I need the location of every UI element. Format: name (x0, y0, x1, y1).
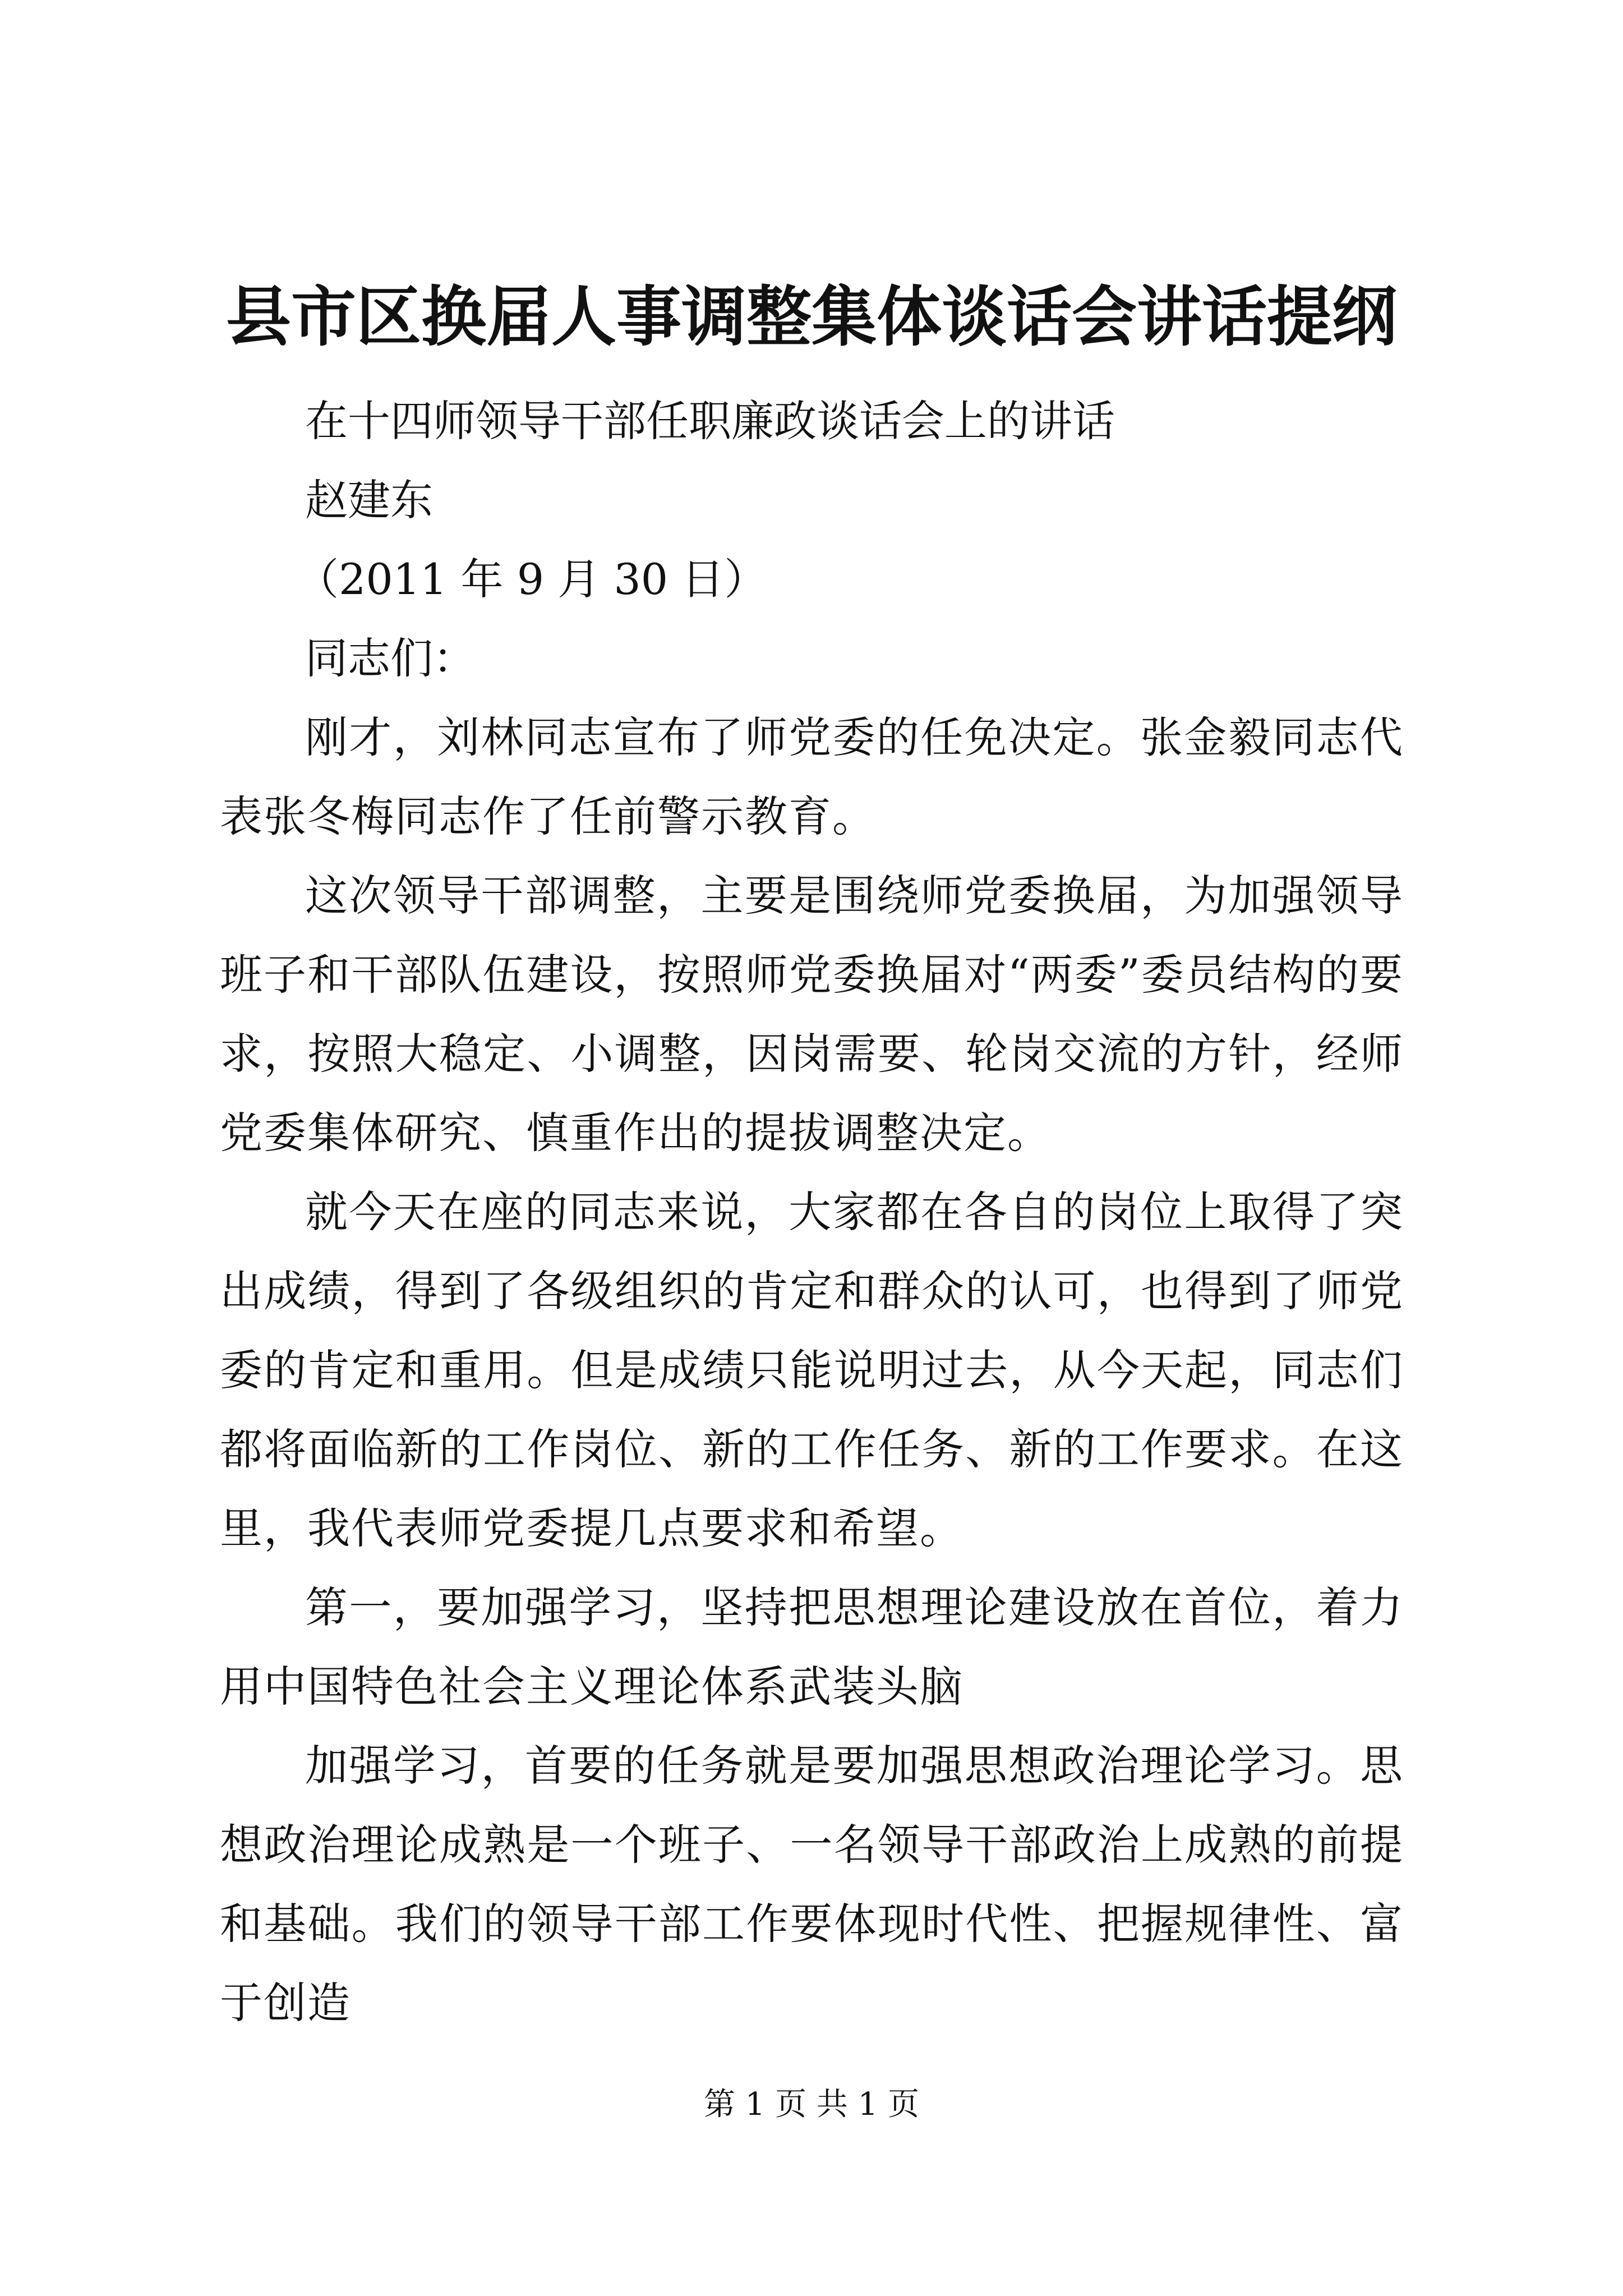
body-paragraph: 刚才，刘林同志宣布了师党委的任免决定。张金毅同志代表张冬梅同志作了任前警示教育。 (220, 712, 1404, 841)
body-paragraph: 加强学习，首要的任务就是要加强思想政治理论学习。思想政治理论成熟是一个班子、一名领导干部政治上成熟的前提和基础。我们的领导干部工作要体现时代性、把握规律性、富于创造 (220, 1741, 1404, 2028)
salutation: 同志们： (305, 633, 476, 683)
document-body (220, 381, 1404, 2042)
section-heading: 第一，要加强学习，坚持把思想理论建设放在首位，着力用中国特色社会主义理论体系武装头脑 (220, 1582, 1404, 1711)
body-paragraph: 这次领导干部调整，主要是围绕师党委换届，为加强领导班子和干部队伍建设，按照师党委换届对“两委”委员结构的要求，按照大稳定、小调整，因岗需要、轮岗交流的方针，经师党委集体研究、慎重作出的提拔调整决定。 (220, 871, 1404, 1158)
speech-subtitle: 在十四师领导干部任职廉政谈话会上的讲话 (305, 396, 1115, 446)
speech-date: （2011 年 9 月 30 日） (296, 554, 767, 604)
speaker-name: 赵建东 (305, 475, 433, 525)
page-number-footer: 第 1 页 共 1 页 (703, 2086, 920, 2123)
body-paragraph: 就今天在座的同志来说，大家都在各自的岗位上取得了突出成绩，得到了各级组织的肯定和群众的认可，也得到了师党委的肯定和重用。但是成绩只能说明过去，从今天起，同志们都将面临新的工作岗位、新的工作任务、新的工作要求。在这里，我代表师党委提几点要求和希望。 (220, 1187, 1404, 1553)
document-title: 县市区换届人事调整集体谈话会讲话提纲 (226, 279, 1397, 355)
